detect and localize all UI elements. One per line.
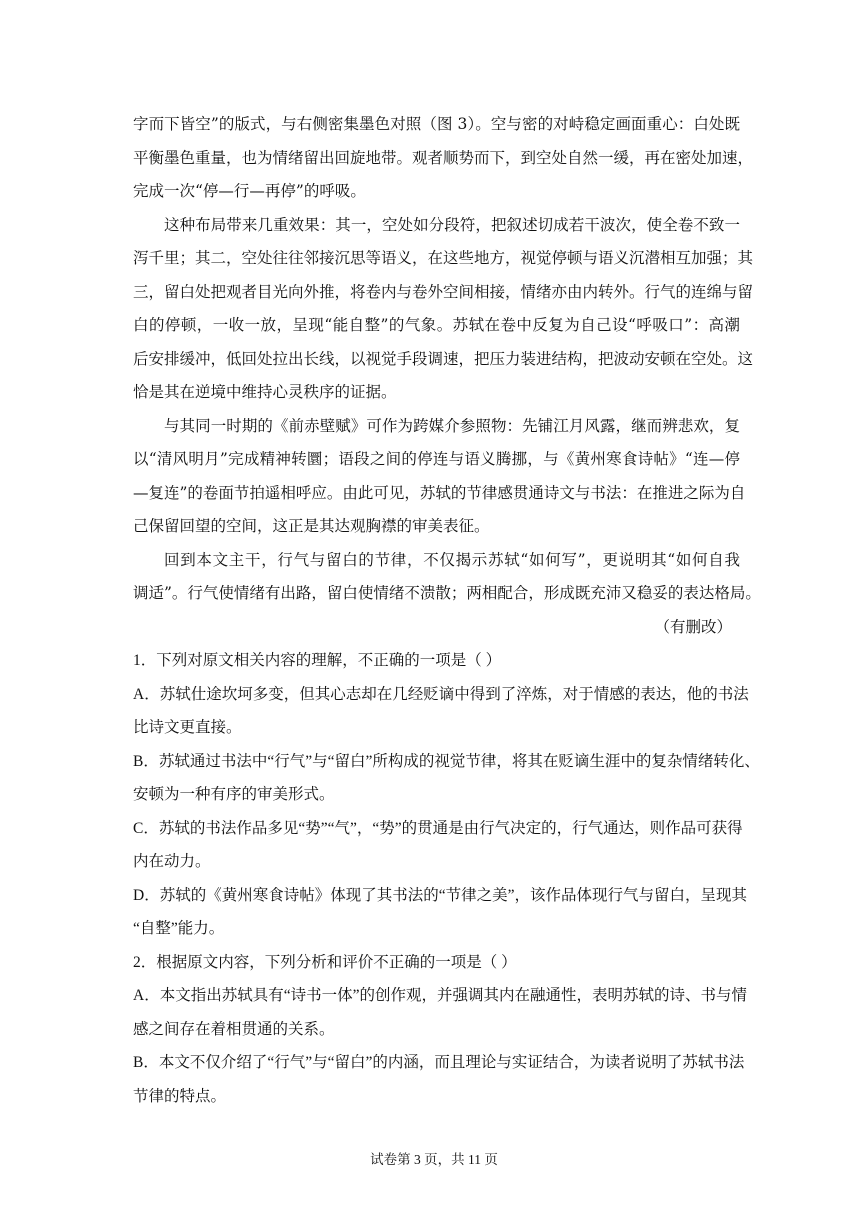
page-content [133, 108, 761, 1113]
option-line: 节律的特点。 [133, 1087, 227, 1105]
question-2 [133, 946, 747, 1114]
text-line: 以“清风明月”完成精神转圜；语段之间的停连与语义腾挪，与《黄州寒食诗帖》“连—停 [133, 450, 740, 468]
text-line: 完成一次“停—行—再停”的呼吸。 [133, 182, 366, 200]
text-line: 平衡墨色重量，也为情绪留出回旋地带。观者顺势而下，到空处自然一缓，再在密处加速， [133, 148, 754, 167]
option-line: B．本文不仅介绍了“行气”与“留白”的内涵，而且理论与实证结合，为读者说明了苏轼书法 [133, 1054, 745, 1071]
option-line: 感之间存在着相贯通的关系。 [133, 1020, 335, 1038]
option-line: 内在动力。 [133, 853, 211, 870]
option-line: C．苏轼的书法作品多见“势”“气”，“势”的贯通是由行气决定的，行气通达，则作品可获得 [133, 819, 743, 837]
text-line: 这种布局带来几重效果：其一，空处如分段符，把叙述切成若干波次，使全卷不致一 [164, 215, 740, 234]
text-line: —复连”的卷面节拍遥相呼应。由此可见，苏轼的节律感贯通诗文与书法：在推进之际为自 [133, 483, 746, 502]
option-a[interactable] [133, 678, 749, 745]
text-line: 调适”。行气使情绪有出路，留白使情绪不溃散；两相配合，形成既充沛又稳妥的表达格局。 [133, 584, 761, 602]
option-c[interactable] [133, 812, 743, 879]
text-line: 回到本文主干，行气与留白的节律，不仅揭示苏轼“如何写”，更说明其“如何自我 [164, 550, 740, 569]
passage-paragraph-2 [133, 209, 754, 410]
question-stem: 1．下列对原文相关内容的理解，不正确的一项是（ ） [133, 652, 502, 669]
option-line: A．本文指出苏轼具有“诗书一体”的创作观，并强调其内在融通性，表明苏轼的诗、书与情 [133, 987, 747, 1004]
text-line: 与其同一时期的《前赤壁赋》可作为跨媒介参照物：先铺江月风露，继而辨悲欢，复 [164, 416, 740, 435]
option-line: 安顿为一种有序的审美形式。 [133, 786, 335, 803]
option-line: “自整”能力。 [133, 920, 225, 937]
text-line: 己保留回望的空间，这正是其达观胸襟的审美表征。 [133, 517, 490, 535]
option-line: A．苏轼仕途坎坷多变，但其心志却在几经贬谪中得到了淬炼，对于情感的表达，他的书法 [133, 685, 749, 703]
option-line: B．苏轼通过书法中“行气”与“留白”所构成的视觉节律，将其在贬谪生涯中的复杂情绪转化、 [133, 752, 760, 770]
passage-paragraph-3 [133, 410, 746, 544]
option-line: 比诗文更直接。 [133, 719, 242, 736]
question-1 [133, 644, 760, 946]
page-footer: 试卷第 3 页，共 11 页 [370, 1152, 498, 1167]
text-line: 三，留白处把观者目光向外推，将卷内与卷外空间相接，情绪亦由内转外。行气的连绵与留 [133, 282, 754, 301]
text-line: 白的停顿，一收一放，呈现“能自整”的气象。苏轼在卷中反复为自己设“呼吸口”：高潮 [133, 316, 740, 334]
option-b[interactable] [133, 1046, 745, 1113]
option-d[interactable] [133, 879, 747, 946]
option-b[interactable] [133, 745, 760, 812]
passage-paragraph-1 [133, 108, 754, 209]
text-line: 恰是其在逆境中维持心灵秩序的证据。 [133, 383, 397, 401]
text-line: 字而下皆空”的版式，与右侧密集墨色对照（图 3）。空与密的对峙稳定画面重心：白处既 [133, 115, 740, 133]
text-line: 泻千里；其二，空处往往邻接沉思等语义，在这些地方，视觉停顿与语义沉潜相互加强；其 [133, 249, 754, 267]
question-stem: 2．根据原文内容，下列分析和评价不正确的一项是（ ） [133, 953, 517, 971]
option-line: D．苏轼的《黄州寒食诗帖》体现了其书法的“节律之美”，该作品体现行气与留白，呈现其 [133, 886, 747, 904]
passage-paragraph-4 [133, 544, 761, 611]
option-a[interactable] [133, 979, 747, 1046]
text-line: 后安排缓冲，低回处拉出长线，以视觉手段调速，把压力装进结构，把波动安顿在空处。这 [133, 349, 754, 368]
source-note: （有删改） [654, 617, 732, 636]
